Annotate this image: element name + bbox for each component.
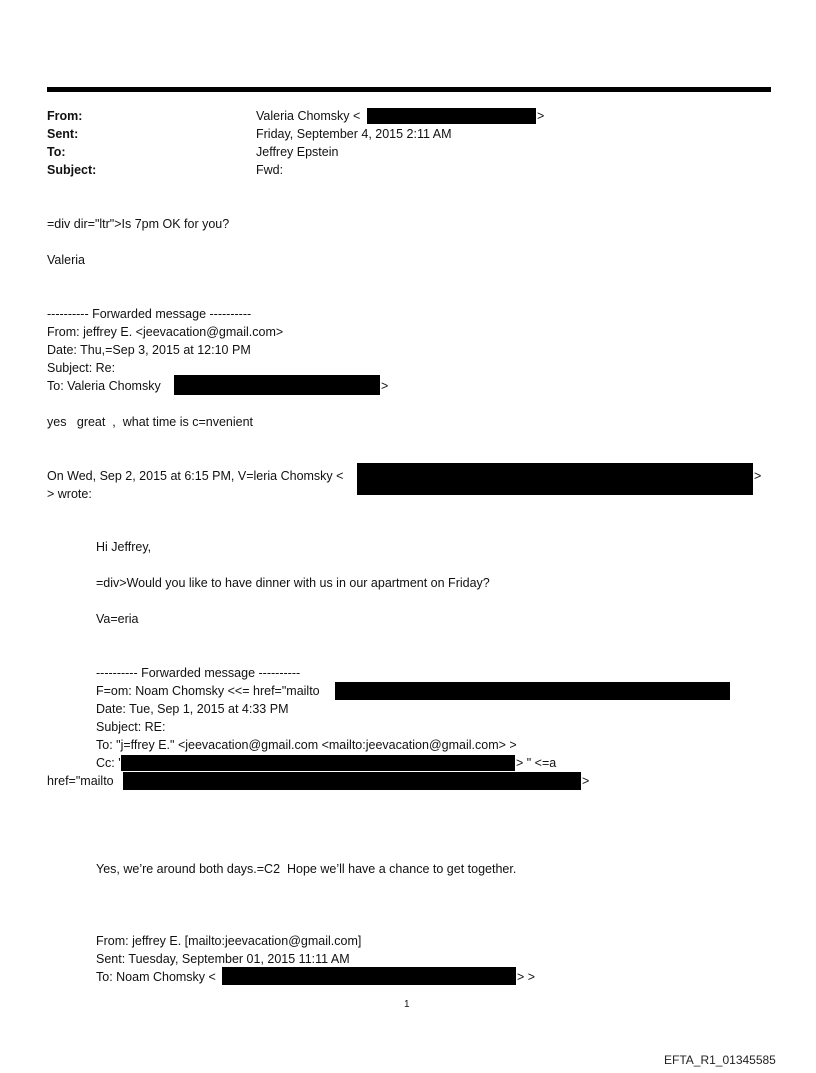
forward-cc: Cc: ' [96,756,121,770]
original-to: To: Noam Chomsky < [96,970,216,984]
signature: Valeria [47,253,85,267]
subject-value: Fwd: [256,163,284,177]
from-label: From: [47,109,83,123]
sent-label: Sent: [47,127,79,141]
redaction-box [335,682,730,700]
forward-date: Date: Tue, Sep 1, 2015 at 4:33 PM [96,702,289,716]
quote-intro: On Wed, Sep 2, 2015 at 6:15 PM, V=leria Chomsky < [47,469,344,483]
document-id: EFTA_R1_01345585 [664,1053,776,1067]
forward-header: ---------- Forwarded message ---------- [96,666,301,680]
forward-from: From: jeffrey E. <jeevacation@gmail.com> [47,325,284,339]
forward-to: To: "j=ffrey E." <jeevacation@gmail.com <mailto:jeevacation@gmail.com> > [96,738,517,752]
redaction-box [222,967,516,985]
subject-label: Subject: [47,163,97,177]
original-sent: Sent: Tuesday, September 01, 2015 11:11 AM [96,952,350,966]
original-from: From: jeffrey E. [mailto:jeevacation@gmail.com] [96,934,362,948]
redaction-box [367,108,536,124]
dinner-line: =div>Would you like to have dinner with us in our apartment on Friday? [96,576,490,590]
body-line: =div dir="ltr">Is 7pm OK for you? [47,217,230,231]
forward-header: ---------- Forwarded message ---------- [47,307,252,321]
greeting: Hi Jeffrey, [96,540,152,554]
href-close: > [582,774,590,788]
sent-value: Friday, September 4, 2015 2:11 AM [256,127,452,141]
quote-wrote: > wrote: [47,487,92,501]
forward-cc-close: > " <=a [516,756,557,770]
forward-from: F=om: Noam Chomsky <<= href="mailto [96,684,320,698]
quote-intro-close: > [754,469,762,483]
href-line: href="mailto [47,774,114,788]
reply-line: yes great , what time is c=nvenient [47,415,253,429]
page-number: 1 [404,999,410,1010]
forward-date: Date: Thu,=Sep 3, 2015 at 12:10 PM [47,343,251,357]
redaction-box [121,755,515,771]
forward-subject: Subject: RE: [96,720,166,734]
original-to-close: > > [517,970,536,984]
forward-subject: Subject: Re: [47,361,116,375]
reply-line: Yes, we’re around both days.=C2 Hope we’ll have a chance to get together. [96,862,517,876]
to-label: To: [47,145,66,159]
redaction-box [123,772,581,790]
signature: Va=eria [96,612,139,626]
header-rule [47,87,771,92]
from-close: > [537,109,545,123]
redaction-box [357,463,753,495]
to-value: Jeffrey Epstein [256,145,339,159]
forward-to: To: Valeria Chomsky [47,379,161,393]
redaction-box [174,375,380,395]
forward-to-close: > [381,379,389,393]
from-value: Valeria Chomsky < [256,109,361,123]
